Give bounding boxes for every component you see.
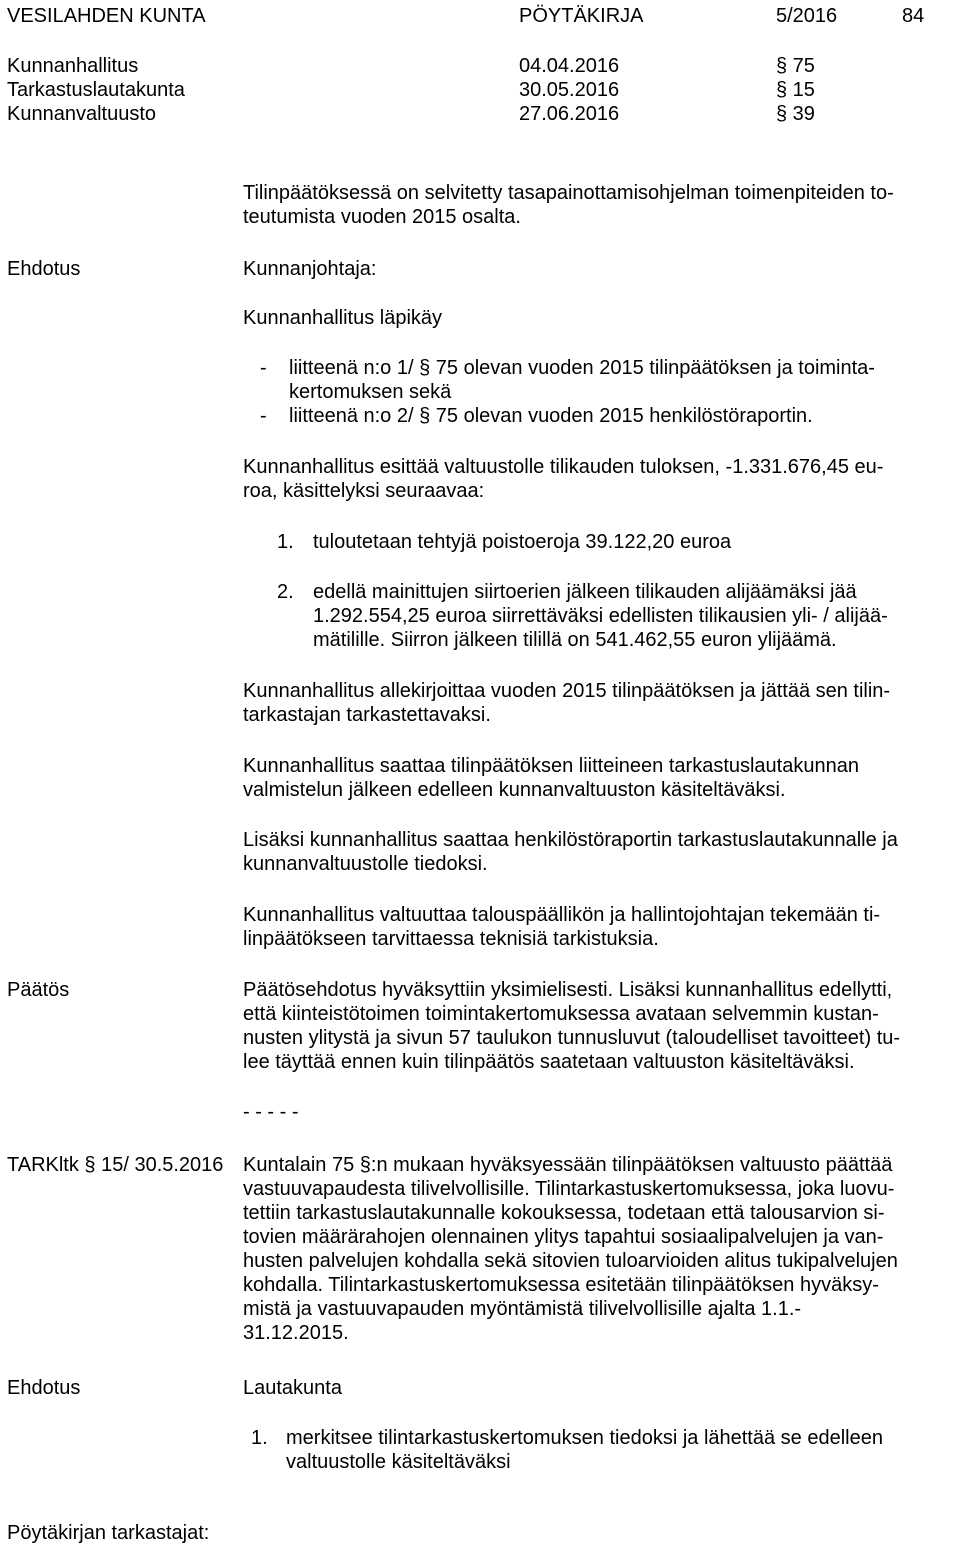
section-label-tarkltk: TARKltk § 15/ 30.5.2016 [7, 1154, 224, 1176]
section-label-proposal: Ehdotus [7, 258, 81, 280]
numbered-item-number: 2. [277, 581, 294, 603]
meeting-body: Tarkastuslautakunta [7, 79, 185, 101]
decision-line: Päätösehdotus hyväksyttiin yksimielisesti. Lisäksi kunnanhallitus edellytti, [243, 979, 893, 1001]
decision-line: nusten ylitystä ja sivun 57 taulukon tunnusluvut (taloudelliset tavoitteet) tu- [243, 1027, 901, 1049]
tarkltk-line: 31.12.2015. [243, 1322, 349, 1344]
numbered-item-text: edellä mainittujen siirtoerien jälkeen tilikauden alijäämäksi jää [313, 581, 857, 603]
paragraph-line: tarkastajan tarkastettavaksi. [243, 704, 491, 726]
tarkltk-line: tovien määrärahojen olennainen ylitys tapahtui sosiaalipalvelujen ja van- [243, 1226, 884, 1248]
numbered-item-number: 1. [251, 1427, 268, 1449]
document-type: PÖYTÄKIRJA [519, 5, 644, 27]
proposal-author: Kunnanjohtaja: [243, 258, 377, 280]
meeting-date: 30.05.2016 [519, 79, 620, 101]
municipality-name: VESILAHDEN KUNTA [7, 5, 206, 27]
paragraph-line: Lisäksi kunnanhallitus saattaa henkilöstöraportin tarkastuslautakunnalle ja [243, 829, 898, 851]
decision-line: että kiinteistötoimen toimintakertomuksessa avataan selvemmin kustan- [243, 1003, 879, 1025]
list-item-text: kertomuksen sekä [289, 381, 452, 403]
numbered-item-text: tuloutetaan tehtyjä poistoeroja 39.122,20 euroa [313, 531, 732, 553]
section-label-proposal: Ehdotus [7, 1377, 81, 1399]
paragraph-line: Kunnanhallitus valtuuttaa talouspäällikön ja hallintojohtajan tekemään ti- [243, 904, 881, 926]
intro-line: teutumista vuoden 2015 osalta. [243, 206, 521, 228]
numbered-item-text: merkitsee tilintarkastuskertomuksen tiedoksi ja lähettää se edelleen [286, 1427, 883, 1449]
tarkltk-line: vastuuvapaudesta tilivelvollisille. Tilintarkastuskertomuksessa, joka luovu- [243, 1178, 895, 1200]
tarkltk-line: tettiin tarkastuslautakunnalle kokouksessa, todetaan että talousarvion si- [243, 1202, 885, 1224]
result-line: Kunnanhallitus esittää valtuustolle tilikauden tuloksen, -1.331.676,45 eu- [243, 456, 884, 478]
paragraph-line: Kunnanhallitus allekirjoittaa vuoden 2015 tilinpäätöksen ja jättää sen tilin- [243, 680, 891, 702]
intro-line: Tilinpäätöksessä on selvitetty tasapainottamisohjelman toimenpiteiden to- [243, 182, 894, 204]
numbered-item-text: mätilille. Siirron jälkeen tilillä on 541.462,55 euron ylijäämä. [313, 629, 837, 651]
meeting-body: Kunnanvaltuusto [7, 103, 157, 125]
paragraph-line: valmistelun jälkeen edelleen kunnanvaltuuston käsiteltäväksi. [243, 779, 786, 801]
proposal-lead: Kunnanhallitus läpikäy [243, 307, 443, 329]
meeting-section: § 39 [776, 103, 815, 125]
numbered-item-text: valtuustolle käsiteltäväksi [286, 1451, 511, 1473]
separator: - - - - - [243, 1101, 299, 1123]
meeting-date: 27.06.2016 [519, 103, 620, 125]
list-item-dash: - [260, 405, 267, 427]
meeting-section: § 15 [776, 79, 815, 101]
paragraph-line: Kunnanhallitus saattaa tilinpäätöksen liitteineen tarkastuslautakunnan [243, 755, 859, 777]
section-label-decision: Päätös [7, 979, 70, 1001]
list-item-text: liitteenä n:o 2/ § 75 olevan vuoden 2015 henkilöstöraportin. [289, 405, 813, 427]
paragraph-line: linpäätökseen tarvittaessa teknisiä tarkistuksia. [243, 928, 659, 950]
meeting-section: § 75 [776, 55, 815, 77]
page-number: 84 [902, 5, 925, 27]
numbered-item-text: 1.292.554,25 euroa siirrettäväksi edellisten tilikausien yli- / alijää- [313, 605, 888, 627]
paragraph-line: kunnanvaltuustolle tiedoksi. [243, 853, 488, 875]
footer-signers-label: Pöytäkirjan tarkastajat: [7, 1522, 210, 1544]
list-item-dash: - [260, 357, 267, 379]
numbered-item-number: 1. [277, 531, 294, 553]
meeting-body: Kunnanhallitus [7, 55, 139, 77]
proposal-author: Lautakunta [243, 1377, 342, 1399]
meeting-date: 04.04.2016 [519, 55, 620, 77]
tarkltk-line: kohdalla. Tilintarkastuskertomuksessa esitetään tilinpäätöksen hyväksy- [243, 1274, 879, 1296]
document-number: 5/2016 [776, 5, 838, 27]
tarkltk-line: Kuntalain 75 §:n mukaan hyväksyessään tilinpäätöksen valtuusto päättää [243, 1154, 893, 1176]
decision-line: lee täyttää ennen kuin tilinpäätös saatetaan valtuuston käsiteltäväksi. [243, 1051, 855, 1073]
list-item-text: liitteenä n:o 1/ § 75 olevan vuoden 2015 tilinpäätöksen ja toiminta- [289, 357, 875, 379]
tarkltk-line: mistä ja vastuuvapauden myöntämistä tilivelvollisille ajalta 1.1.- [243, 1298, 802, 1320]
result-line: roa, käsittelyksi seuraavaa: [243, 480, 485, 502]
tarkltk-line: husten palvelujen kohdalla sekä sitovien tuloarvioiden alitus tukipalvelujen [243, 1250, 898, 1272]
